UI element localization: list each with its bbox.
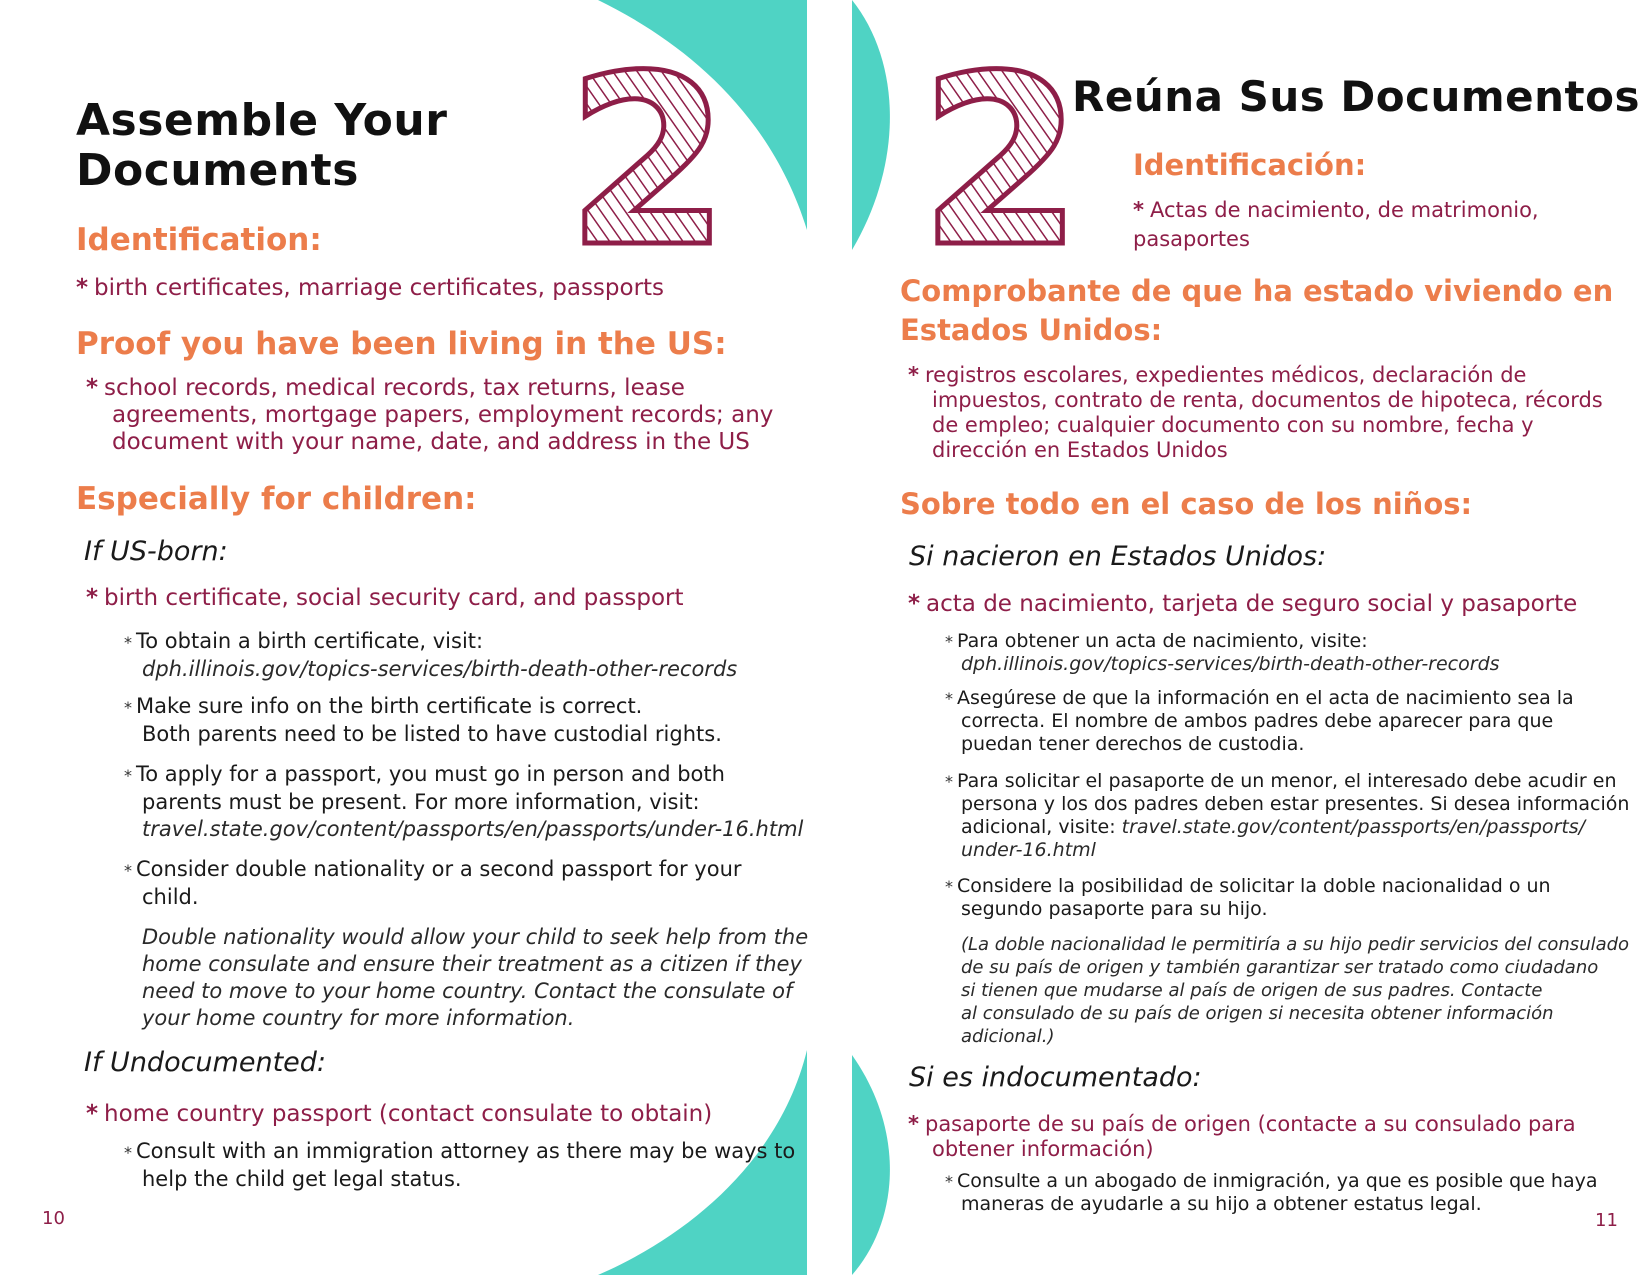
tip-line: Make sure info on the birth certificate is correct.	[136, 694, 643, 718]
tip-line: puedan tener derechos de custodia.	[961, 733, 1305, 755]
tip-line: adicional, visite:	[961, 816, 1122, 838]
note-line: de su país de origen y también garantizar ser tratado como ciudadano	[961, 957, 1599, 978]
proof-line: dirección en Estados Unidos	[932, 438, 1228, 462]
identification-heading: Identificación:	[1133, 148, 1367, 182]
title-line: Assemble Your	[76, 95, 448, 146]
undocumented-item: * home country passport (contact consulate to obtain)	[86, 1101, 713, 1127]
usborn-tip: * To obtain a birth certificate, visit: dph.illinois.gov/topics-services/birth-death-other-records	[124, 629, 738, 681]
double-nationality-note	[961, 933, 1629, 1048]
tip-line: segundo pasaporte para su hijo.	[961, 898, 1268, 920]
usborn-tip: * To apply for a passport, you must go in person and both parents must be present. For more information, visit: travel.state.gov/content/passports/en/passports/under-16.html	[124, 762, 804, 841]
note-line: home consulate and ensure their treatment as a citizen if they	[142, 952, 802, 976]
passport-link[interactable]: under-16.html	[961, 839, 1096, 861]
undocumented-tip: * Consulte a un abogado de inmigración, ya que es posible que haya maneras de ayudarle a su hijo a obtener estatus legal.	[945, 1170, 1598, 1215]
proof-line: school records, medical records, tax returns, lease	[104, 375, 685, 401]
tip-line: Para solicitar el pasaporte de un menor, el interesado debe acudir en	[957, 770, 1617, 792]
usborn-tip: * Make sure info on the birth certificate is correct. Both parents need to be listed to have custodial rights.	[124, 694, 722, 746]
usborn-tip: * Consider double nationality or a second passport for your child.	[124, 857, 742, 909]
page-title	[76, 96, 447, 196]
note-line: si tienen que mudarse al país de origen de sus padres. Contacte	[961, 980, 1543, 1001]
usborn-heading: If US-born:	[84, 536, 228, 567]
proof-line: impuestos, contrato de renta, documentos de hipoteca, récords	[932, 388, 1603, 412]
tip-line: maneras de ayudarle a su hijo a obtener estatus legal.	[961, 1193, 1482, 1215]
proof-heading: Proof you have been living in the US:	[76, 326, 727, 362]
usborn-tip: * Para obtener un acta de nacimiento, visite: dph.illinois.gov/topics-services/birth-death-other-records	[945, 630, 1500, 675]
proof-heading	[900, 272, 1613, 350]
identification-item-text: birth certificates, marriage certificates, passports	[94, 275, 665, 301]
birth-record-link[interactable]: dph.illinois.gov/topics-services/birth-death-other-records	[142, 657, 738, 681]
identification-item: * birth certificates, marriage certificates, passports	[76, 275, 665, 301]
undocumented-item: * pasaporte de su país de origen (contacte a su consulado para obtener información)	[908, 1112, 1576, 1161]
double-nationality-note	[142, 924, 808, 1032]
proof-line: registros escolares, expedientes médicos, declaración de	[924, 363, 1527, 387]
usborn-item: * birth certificate, social security card, and passport	[86, 585, 684, 611]
tip-line: correcta. El nombre de ambos padres debe aparecer para que	[961, 710, 1554, 732]
passport-link[interactable]: travel.state.gov/content/passports/en/passports/	[1121, 816, 1586, 838]
page-number: 11	[1595, 1210, 1618, 1231]
tip-line: Both parents need to be listed to have custodial rights.	[142, 722, 722, 746]
tip-line: Para obtener un acta de nacimiento, visite:	[957, 630, 1368, 652]
step-number-graphic	[566, 26, 730, 299]
tip-line: parents must be present. For more information, visit:	[142, 790, 700, 814]
step-number: 2	[919, 26, 1083, 299]
usborn-tip: * Para solicitar el pasaporte de un menor, el interesado debe acudir en persona y los dos padres deben estar presentes. Si desea información adicional, visite: travel.state.gov/content/passports/en/passports/ under-16.html	[945, 770, 1630, 861]
undocumented-heading: Si es indocumentado:	[909, 1062, 1202, 1093]
heading-line: Estados Unidos:	[900, 313, 1163, 347]
passport-link[interactable]: travel.state.gov/content/passports/en/passports/under-16.html	[142, 817, 804, 841]
tip-line: help the child get legal status.	[142, 1167, 462, 1191]
note-line: your home country for more information.	[142, 1006, 575, 1030]
usborn-item: * acta de nacimiento, tarjeta de seguro social y pasaporte	[908, 591, 1578, 617]
usborn-item-text: acta de nacimiento, tarjeta de seguro social y pasaporte	[926, 591, 1578, 617]
usborn-tip: * Considere la posibilidad de solicitar la doble nacionalidad o un segundo pasaporte para su hijo.	[945, 875, 1551, 920]
note-line: adicional.)	[961, 1026, 1055, 1047]
undocumented-heading: If Undocumented:	[84, 1047, 326, 1078]
step-number-graphic	[919, 26, 1083, 299]
title-line: Documents	[76, 145, 359, 196]
children-heading: Especially for children:	[76, 481, 477, 517]
note-line: (La doble nacionalidad le permitiría a su hijo pedir servicios del consulado	[961, 934, 1630, 955]
undocumented-line: obtener información)	[932, 1137, 1154, 1161]
tip-line: Consider double nationality or a second passport for your	[136, 857, 742, 881]
heading-line: Comprobante de que ha estado viviendo en	[900, 274, 1614, 308]
page-title: Reúna Sus Documentos	[1072, 72, 1640, 121]
proof-line: agreements, mortgage papers, employment records; any	[112, 402, 774, 428]
proof-item: * school records, medical records, tax returns, lease agreements, mortgage papers, employment records; any document with your name, date, and address in the US	[86, 375, 774, 455]
tip-line: Asegúrese de que la información en el acta de nacimiento sea la	[957, 687, 1574, 709]
undocumented-line: pasaporte de su país de origen (contacte a su consulado para	[924, 1112, 1576, 1136]
tip-line: Considere la posibilidad de solicitar la doble nacionalidad o un	[957, 875, 1551, 897]
tip-line: child.	[142, 885, 199, 909]
proof-line: document with your name, date, and address in the US	[112, 429, 750, 455]
birth-record-link[interactable]: dph.illinois.gov/topics-services/birth-death-other-records	[961, 653, 1500, 675]
right-page	[825, 0, 1650, 1275]
tip-line: To apply for a passport, you must go in person and both	[136, 762, 725, 786]
note-line: need to move to your home country. Contact the consulate of	[142, 979, 793, 1003]
proof-line: de empleo; cualquier documento con su nombre, fecha y	[932, 413, 1534, 437]
tip-line: Consulte a un abogado de inmigración, ya que es posible que haya	[957, 1170, 1598, 1192]
note-line: al consulado de su país de origen si necesita obtener información	[961, 1003, 1554, 1024]
identification-item: * Actas de nacimiento, de matrimonio, pasaportes	[1133, 196, 1539, 254]
identification-line: pasaportes	[1133, 227, 1250, 251]
tip-line: Consult with an immigration attorney as there may be ways to	[136, 1139, 796, 1163]
page-number: 10	[42, 1208, 65, 1229]
identification-line: Actas de nacimiento, de matrimonio,	[1149, 198, 1539, 222]
proof-item: * registros escolares, expedientes médicos, declaración de impuestos, contrato de renta, documentos de hipoteca, récords de empleo; cualquier documento con su nombre, fecha y dirección en Estados Unidos	[908, 363, 1603, 462]
usborn-heading: Si nacieron en Estados Unidos:	[909, 541, 1327, 572]
tip-line: To obtain a birth certificate, visit:	[136, 629, 484, 653]
tip-line: persona y los dos padres deben estar presentes. Si desea información	[961, 793, 1630, 815]
identification-heading: Identification:	[76, 222, 322, 258]
step-number: 2	[566, 26, 730, 299]
undocumented-tip: * Consult with an immigration attorney as there may be ways to help the child get legal status.	[124, 1139, 796, 1191]
usborn-item-text: birth certificate, social security card, and passport	[104, 585, 684, 611]
undocumented-item-text: home country passport (contact consulate to obtain)	[104, 1101, 713, 1127]
note-line: Double nationality would allow your child to seek help from the	[142, 925, 809, 949]
usborn-tip: * Asegúrese de que la información en el acta de nacimiento sea la correcta. El nombre de ambos padres debe aparecer para que puedan tener derechos de custodia.	[945, 687, 1574, 755]
children-heading: Sobre todo en el caso de los niños:	[900, 487, 1473, 521]
